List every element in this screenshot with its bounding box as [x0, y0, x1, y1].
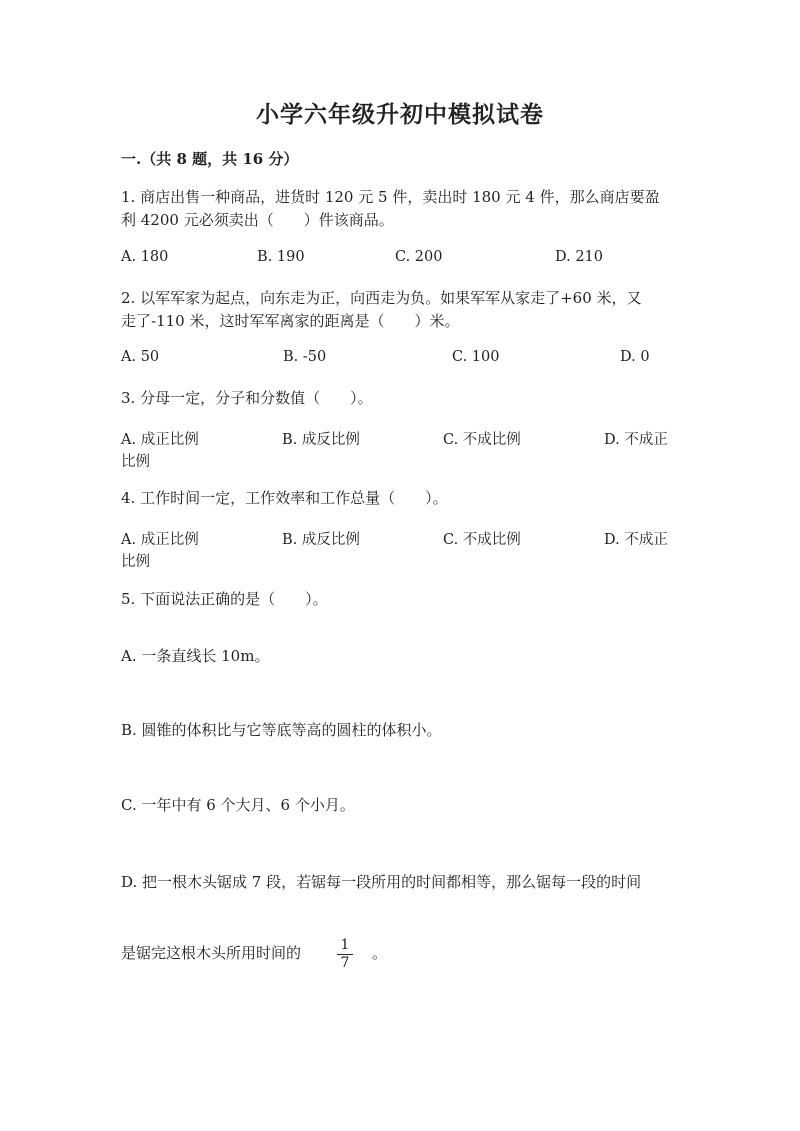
question-5-text: 5. 下面说法正确的是（ ）。 [121, 590, 328, 608]
question-3-option-d: D. 不成正 [604, 432, 668, 448]
question-1-option-a: A. 180 [121, 249, 169, 265]
section-heading: 一.（共 8 题，共 16 分） [121, 150, 299, 168]
question-5-option-d-cont: 是锯完这根木头所用时间的 [121, 944, 302, 962]
fraction-numerator: 1 [340, 937, 350, 953]
question-4-option-a: A. 成正比例 [121, 532, 199, 548]
question-3-option-b: B. 成反比例 [282, 432, 360, 448]
question-4-option-d-wrap: 比例 [121, 554, 150, 570]
fraction-denominator: 7 [340, 955, 350, 971]
page-title: 小学六年级升初中模拟试卷 [256, 101, 544, 128]
question-3-option-a: A. 成正比例 [121, 432, 199, 448]
question-2-text: 2. 以军军家为起点，向东走为正，向西走为负。如果军军从家走了+60 米，又 [121, 289, 642, 307]
question-2-text-cont: 走了-110 米，这时军军离家的距离是（ ）米。 [121, 312, 460, 330]
question-5-end-mark: 。 [372, 944, 388, 962]
question-1-text: 1. 商店出售一种商品，进货时 120 元 5 件，卖出时 180 元 4 件，那么商店要盈 [121, 188, 660, 206]
question-4-option-c: C. 不成比例 [443, 532, 521, 548]
question-1-option-d: D. 210 [555, 249, 604, 265]
question-5-option-c: C. 一年中有 6 个大月、6 个小月。 [121, 796, 355, 814]
question-5-option-a: A. 一条直线长 10m。 [121, 647, 270, 665]
question-4-text: 4. 工作时间一定，工作效率和工作总量（ ）。 [121, 489, 448, 507]
question-2-option-a: A. 50 [121, 349, 160, 365]
question-3-text: 3. 分母一定，分子和分数值（ ）。 [121, 389, 373, 407]
question-2-option-c: C. 100 [452, 349, 500, 365]
question-2-option-b: B. -50 [283, 349, 327, 365]
question-4-option-b: B. 成反比例 [282, 532, 360, 548]
question-4-option-d: D. 不成正 [604, 532, 668, 548]
question-1-option-c: C. 200 [395, 249, 443, 265]
question-1-option-b: B. 190 [257, 249, 305, 265]
question-1-text-cont: 利 4200 元必须卖出（ ）件该商品。 [121, 211, 394, 229]
fraction-one-seventh [337, 938, 353, 971]
question-3-option-d-wrap: 比例 [121, 454, 150, 470]
question-2-option-d: D. 0 [620, 349, 650, 365]
question-3-option-c: C. 不成比例 [443, 432, 521, 448]
question-5-option-d: D. 把一根木头锯成 7 段，若锯每一段所用的时间都相等，那么锯每一段的时间 [121, 873, 642, 891]
question-5-option-b: B. 圆锥的体积比与它等底等高的圆柱的体积小。 [121, 721, 442, 739]
